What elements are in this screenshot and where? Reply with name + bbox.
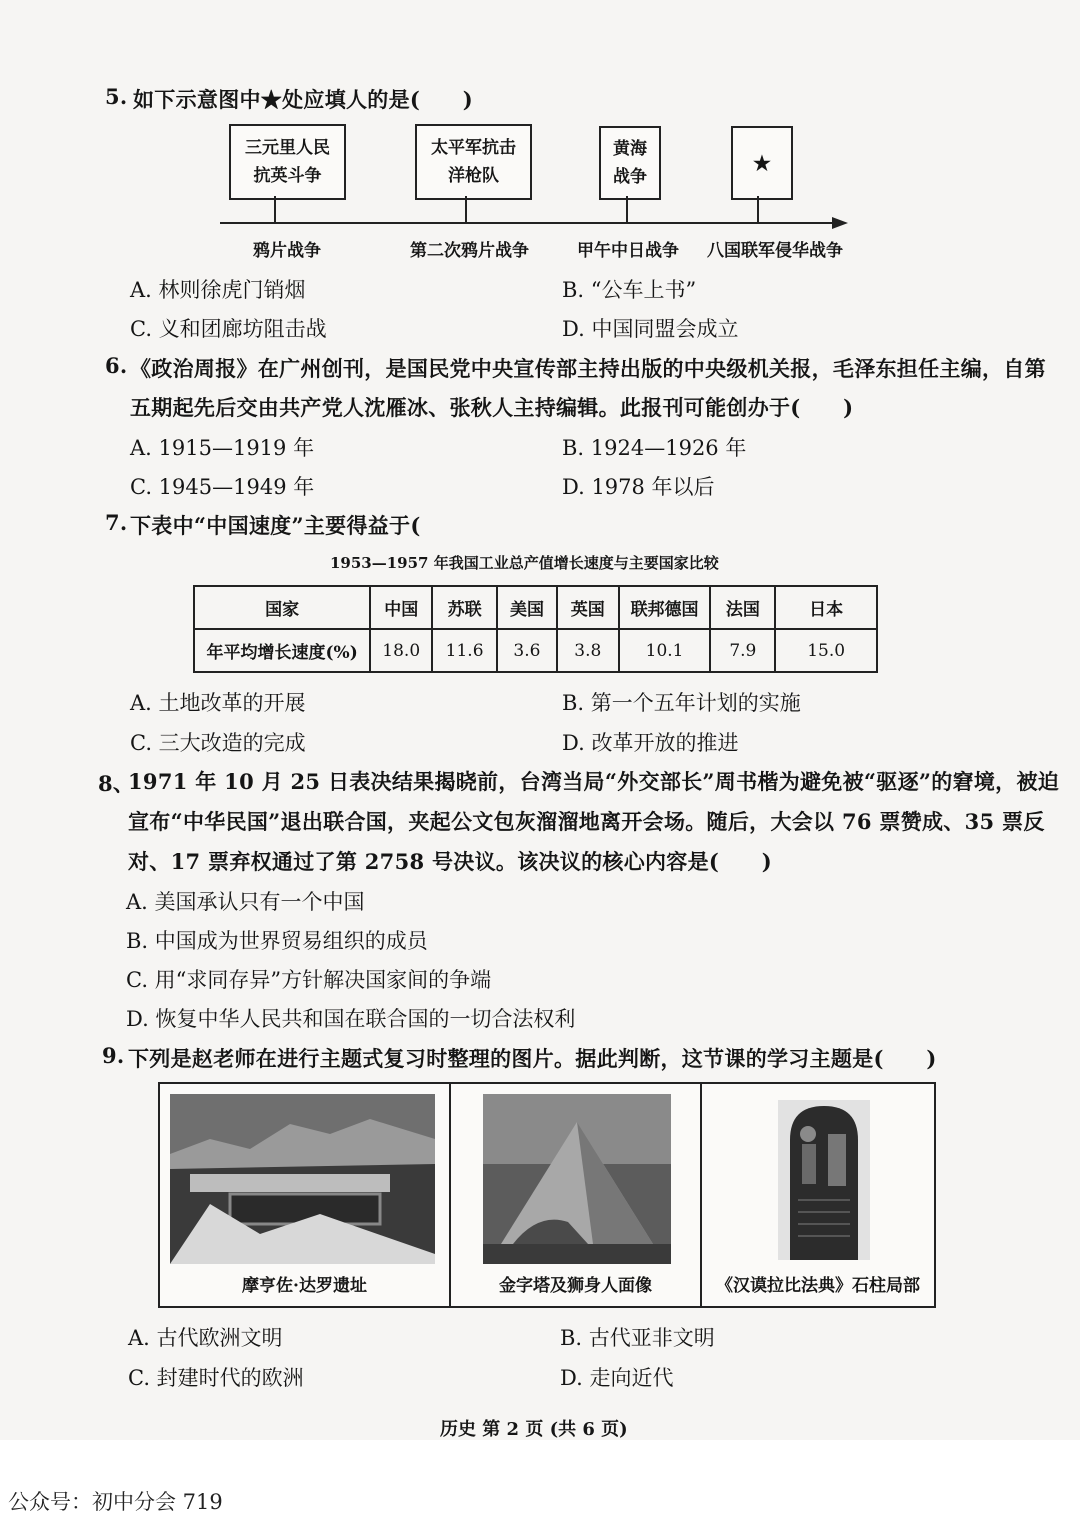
q6-option-b: B. 1924—1926 年 bbox=[562, 436, 747, 460]
timeline-label-4: 八国联军侵华战争 bbox=[707, 241, 843, 261]
q9-option-c: C. 封建时代的欧洲 bbox=[128, 1366, 304, 1390]
q6-line-2: 五期起先后交由共产党人沈雁冰、张秋人主持编辑。此报刊可能创办于( ) bbox=[130, 395, 854, 420]
timeline-label-1: 鸦片战争 bbox=[253, 241, 321, 261]
q8-number: 8、 bbox=[98, 771, 135, 796]
q9-option-a: A. 古代欧洲文明 bbox=[128, 1326, 283, 1350]
table-cell: 7.9 bbox=[710, 629, 775, 672]
q9-image-panel bbox=[158, 1082, 936, 1308]
q5-option-c: C. 义和团廊坊阻击战 bbox=[130, 317, 327, 341]
page-number-footer: 历史 第 2 页 (共 6 页) bbox=[440, 1419, 628, 1440]
timeline-box-3-line-1: 黄海 bbox=[613, 139, 647, 159]
table-cell: 3.6 bbox=[497, 629, 557, 672]
table-cell: 15.0 bbox=[775, 629, 877, 672]
table-cell: 18.0 bbox=[370, 629, 432, 672]
q5-option-d: D. 中国同盟会成立 bbox=[562, 317, 739, 341]
q8-option-d: D. 恢复中华人民共和国在联合国的一切合法权利 bbox=[126, 1007, 576, 1031]
table-header-cell: 英国 bbox=[557, 586, 619, 629]
q7-option-b: B. 第一个五年计划的实施 bbox=[562, 691, 801, 715]
timeline-box-1-line-1: 三元里人民 bbox=[245, 138, 330, 158]
q5-option-a: A. 林则徐虎门销烟 bbox=[130, 278, 306, 302]
timeline-box-1 bbox=[229, 124, 346, 200]
mohenjo-daro-figure bbox=[160, 1084, 451, 1306]
table-row-label: 年平均增长速度(%) bbox=[194, 629, 370, 672]
q8-option-c: C. 用“求同存异”方针解决国家间的争端 bbox=[126, 968, 492, 992]
pyramid-photo bbox=[483, 1094, 671, 1264]
timeline-box-2-line-2: 洋枪队 bbox=[448, 166, 499, 186]
q6-number: 6. bbox=[105, 353, 128, 378]
watermark-text: 公众号：初中分会 719 bbox=[8, 1490, 223, 1514]
table-cell: 10.1 bbox=[619, 629, 711, 672]
table-cell: 11.6 bbox=[432, 629, 497, 672]
q7-stem: 下表中“中国速度”主要得益于( bbox=[130, 513, 421, 538]
q9-number: 9. bbox=[102, 1043, 125, 1068]
timeline-star-box bbox=[731, 126, 793, 200]
table-header-cell: 国家 bbox=[194, 586, 370, 629]
table-header-cell: 中国 bbox=[370, 586, 432, 629]
q7-option-d: D. 改革开放的推进 bbox=[562, 731, 739, 755]
caption-hammurabi: 《汉谟拉比法典》石柱局部 bbox=[716, 1276, 920, 1296]
hammurabi-figure bbox=[702, 1084, 934, 1306]
q7-option-a: A. 土地改革的开展 bbox=[130, 691, 306, 715]
table-header-cell: 日本 bbox=[775, 586, 877, 629]
caption-pyramid: 金字塔及狮身人面像 bbox=[499, 1276, 652, 1296]
q7-table-title: 1953—1957 年我国工业总产值增长速度与主要国家比较 bbox=[330, 554, 719, 572]
timeline-label-3: 甲午中日战争 bbox=[577, 241, 679, 261]
q9-option-d: D. 走向近代 bbox=[560, 1366, 674, 1390]
q6-option-a: A. 1915—1919 年 bbox=[130, 436, 315, 460]
timeline-box-2-line-1: 太平军抗击 bbox=[431, 138, 516, 158]
q7-number: 7. bbox=[105, 510, 128, 535]
q6-option-d: D. 1978 年以后 bbox=[562, 475, 715, 499]
q5-stem: 如下示意图中★处应填人的是( ) bbox=[133, 87, 473, 112]
q6-line-1: 《政治周报》在广州创刊，是国民党中央宣传部主持出版的中央级机关报，毛泽东担任主编，自第 bbox=[130, 356, 1046, 381]
q5-number: 5. bbox=[105, 84, 128, 109]
table-header-row bbox=[194, 586, 877, 629]
timeline-label-2: 第二次鸦片战争 bbox=[410, 241, 529, 261]
growth-table bbox=[193, 585, 878, 673]
q9-option-b: B. 古代亚非文明 bbox=[560, 1326, 715, 1350]
table-header-cell: 美国 bbox=[497, 586, 557, 629]
table-row bbox=[194, 629, 877, 672]
q6-option-c: C. 1945—1949 年 bbox=[130, 475, 315, 499]
table-header-cell: 法国 bbox=[710, 586, 775, 629]
table-header-cell: 苏联 bbox=[432, 586, 497, 629]
pyramid-figure bbox=[451, 1084, 702, 1306]
timeline-box-1-line-2: 抗英斗争 bbox=[253, 166, 322, 186]
star-icon: ★ bbox=[753, 151, 771, 175]
timeline-box-3 bbox=[599, 126, 661, 200]
q5-option-b: B. “公车上书” bbox=[562, 278, 697, 302]
q8-line-3: 对、17 票弃权通过了第 2758 号决议。该决议的核心内容是( ) bbox=[128, 849, 772, 874]
caption-mohenjo-daro: 摩亨佐·达罗遗址 bbox=[242, 1276, 367, 1296]
timeline-axis-arrow bbox=[220, 214, 850, 232]
q9-stem: 下列是赵老师在进行主题式复习时整理的图片。据此判断，这节课的学习主题是( ) bbox=[128, 1046, 937, 1071]
timeline-box-2 bbox=[415, 124, 532, 200]
q8-line-2: 宣布“中华民国”退出联合国，夹起公文包灰溜溜地离开会场。随后，大会以 76 票赞成、35 票反 bbox=[128, 809, 1045, 834]
timeline-box-3-line-2: 战争 bbox=[613, 167, 647, 187]
table-header-cell: 联邦德国 bbox=[619, 586, 711, 629]
hammurabi-stele-photo bbox=[778, 1100, 870, 1260]
q8-option-b: B. 中国成为世界贸易组织的成员 bbox=[126, 929, 428, 953]
q8-option-a: A. 美国承认只有一个中国 bbox=[126, 890, 365, 914]
q8-line-1: 1971 年 10 月 25 日表决结果揭晓前，台湾当局“外交部长”周书楷为避免被“驱逐”的窘境，被迫 bbox=[128, 769, 1060, 794]
table-cell: 3.8 bbox=[557, 629, 619, 672]
mohenjo-daro-photo bbox=[170, 1094, 435, 1264]
q7-option-c: C. 三大改造的完成 bbox=[130, 731, 306, 755]
